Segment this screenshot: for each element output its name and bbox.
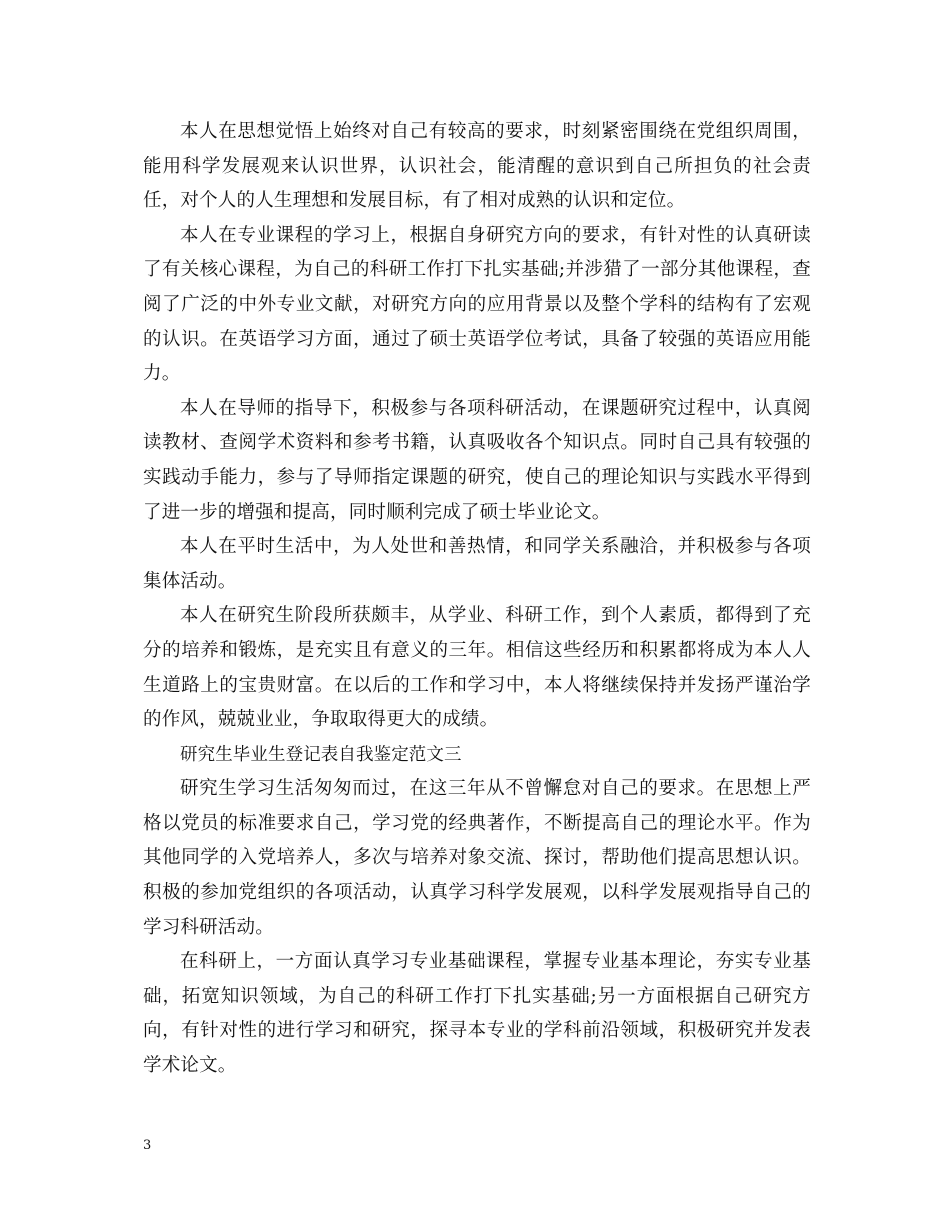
page-number: 3 <box>143 1138 152 1153</box>
document-body <box>143 115 811 1084</box>
paragraph-study-life: 研究生学习生活匆匆而过，在这三年从不曾懈怠对自己的要求。在思想上严格以党员的标准要求自己，学习党的经典著作，不断提高自己的理论水平。作为其他同学的入党培养人，多次与培养对象交流、探讨，帮助他们提高思想认识。积极的参加党组织的各项活动，认真学习科学发展观，以科学发展观指导自己的学习科研活动。 <box>143 778 811 938</box>
paragraph-daily-life: 本人在平时生活中，为人处世和善热情，和同学关系融洽，并积极参与各项集体活动。 <box>143 536 811 592</box>
section-heading: 研究生毕业生登记表自我鉴定范文三 <box>180 744 462 765</box>
paragraph-coursework: 本人在专业课程的学习上，根据自身研究方向的要求，有针对性的认真研读了有关核心课程，为自己的科研工作打下扎实基础;并涉猎了一部分其他课程，查阅了广泛的中外专业文献，对研究方向的应用背景以及整个学科的结构有了宏观的认识。在英语学习方面，通过了硕士英语学位考试，具备了较强的英语应用能力。 <box>143 224 811 385</box>
paragraph-ideology: 本人在思想觉悟上始终对自己有较高的要求，时刻紧密围绕在党组织周围，能用科学发展观来认识世界，认识社会，能清醒的意识到自己所担负的社会责任，对个人的人生理想和发展目标，有了相对成熟的认识和定位。 <box>143 121 811 212</box>
paragraph-research: 本人在导师的指导下，积极参与各项科研活动，在课题研究过程中，认真阅读教材、查阅学术资料和参考书籍，认真吸收各个知识点。同时自己具有较强的实践动手能力，参与了导师指定课题的研究，使自己的理论知识与实践水平得到了进一步的增强和提高，同时顺利完成了硕士毕业论文。 <box>143 397 811 523</box>
paragraph-scientific-research: 在科研上，一方面认真学习专业基础课程，掌握专业基本理论，夯实专业基础，拓宽知识领域，为自己的科研工作打下扎实基础;另一方面根据自己研究方向，有针对性的进行学习和研究，探寻本专业的学科前沿领域，积极研究并发表学术论文。 <box>143 951 811 1077</box>
paragraph-summary: 本人在研究生阶段所获颇丰，从学业、科研工作，到个人素质，都得到了充分的培养和锻炼，是充实且有意义的三年。相信这些经历和积累都将成为本人人生道路上的宝贵财富。在以后的工作和学习中，本人将继续保持并发扬严谨治学的作风，兢兢业业，争取取得更大的成绩。 <box>143 605 811 731</box>
